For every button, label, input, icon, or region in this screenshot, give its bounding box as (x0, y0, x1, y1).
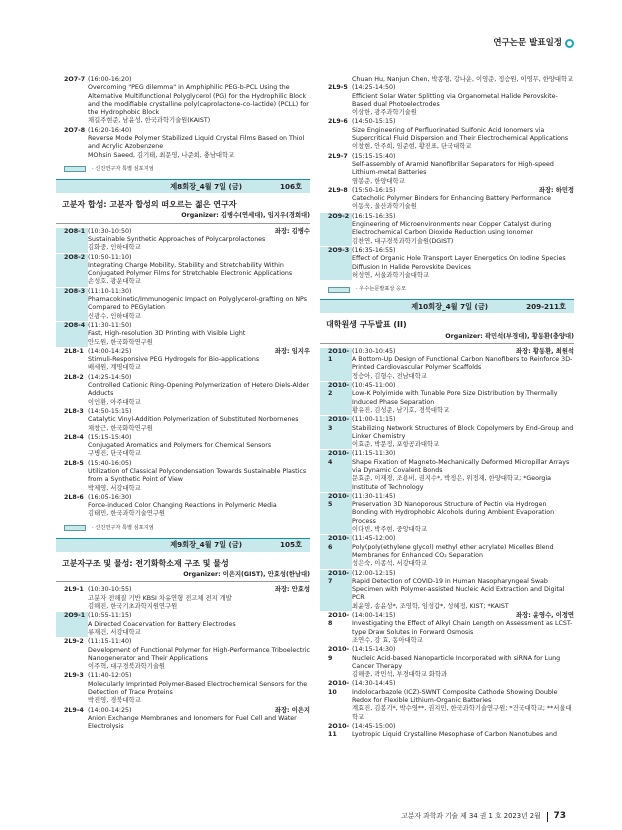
entry-body (352, 382, 574, 415)
schedule-entry (56, 127, 310, 160)
time-row (88, 494, 310, 502)
authors: 정승아, 김형수, 전남대학교 (352, 372, 427, 380)
presentation-title: Phamacokinetic/Immunogenic Impact on Polyglycerol-grafting on NPs Compared to PEGylation (88, 296, 307, 312)
left-column (56, 76, 310, 733)
authors: 황유진, 김성준, 남기호, 경북대학교 (352, 406, 450, 414)
chair: 좌장: 이은지 (274, 706, 310, 714)
schedule-entry (320, 570, 574, 611)
page-number: 73 (553, 811, 566, 821)
time-row (352, 187, 574, 195)
schedule-entry (320, 612, 574, 645)
presentation-title: Fast, High-resolution 3D Printing with Visible Light (88, 330, 246, 338)
entry-body (88, 434, 310, 459)
presentation-code: 2O8-3 (56, 288, 88, 321)
session-room: 209-211호 (526, 301, 566, 311)
presentation-title: Catecholic Polymer Binders for Enhancing Battery Performance (352, 195, 552, 203)
entry-body (352, 416, 574, 449)
entry-body (88, 348, 310, 373)
time-slot: (14:00-14:25) (88, 706, 132, 714)
schedule-entry (320, 84, 574, 117)
chair: 좌장: 하민정 (538, 186, 574, 194)
presentation-code: 2O10-4 (320, 450, 352, 491)
time-slot: (10:45-11:00) (352, 382, 396, 390)
time-slot: (14:30-14:45) (352, 680, 396, 688)
authors: 박제영, 서강대학교 (88, 484, 141, 492)
presentation-title: Low-K Polyimide with Tunable Pore Size Distribution by Thermally Induced Phase Separation (352, 390, 558, 406)
presentation-code: 2L8-3 (64, 407, 84, 415)
presentation-title: Reverse Mode Polymer Stabilized Liquid Crystal Films Based on Thiol and Acrylic Azobenzene (88, 135, 305, 151)
schedule-entry (320, 646, 574, 679)
time-row (352, 723, 574, 731)
chair: 좌장: 윤영수, 이정연 (516, 612, 574, 620)
time-row (352, 153, 574, 161)
entry-body (88, 494, 310, 519)
presentation-title: Overcoming "PEG dilemma" in Amphiphilic PEG-b-PCL Using the Alternative Multifunctional Polyglycerol (PG) for the Hydrophilic Block and the modifiable crystalline poly(caprolactone-co-lactide) (PCLL) for the Hydrophobic Block (88, 84, 309, 117)
presentation-title: Efficient Solar Water Splitting via Organometal Halide Perovskite-Based dual Photoelectrodes (352, 92, 558, 108)
symposium-title: 대학원생 구두발표 (II) (326, 319, 407, 329)
entry-body (88, 127, 310, 160)
session-bar-10 (320, 299, 574, 313)
time-slot: (11:00-11:15) (352, 416, 396, 424)
authors: 김해진, 한국기초과학지원연구원 (88, 603, 178, 611)
presentation-code: 2O10-11 (328, 722, 350, 739)
entry-body (88, 586, 310, 611)
time-row (88, 672, 310, 680)
authors: 계효진, 김봉기*, 박수영**, 권지민, 한국과학기술연구원; *건국대학교; **서울대학교 (352, 705, 572, 721)
time-slot: (15:15-15:40) (352, 152, 396, 160)
time-slot: (14:50-15:15) (352, 118, 396, 126)
time-row (352, 416, 574, 424)
schedule-entry (320, 213, 574, 246)
entry-body (88, 254, 310, 287)
time-slot: (12:00-12:15) (352, 569, 396, 577)
entry-body (352, 84, 574, 117)
time-row (88, 408, 310, 416)
time-slot: (10:30-10:45) (352, 347, 396, 355)
entry-body (88, 374, 310, 407)
entry-body (352, 247, 574, 280)
time-slot: (15:50-16:15) (352, 186, 396, 194)
time-row (352, 535, 574, 543)
authors: 이인환, 아주대학교 (88, 398, 141, 406)
presentation-title: Self-assembly of Aramid Nanofibrillar Separators for High-speed Lithium-metal Batteries (352, 160, 554, 177)
authors: 최윤영, 송윤성*, 조영학, 임성갑*, 성혜정, KIST; *KAIST (352, 602, 509, 610)
page-footer (401, 811, 566, 823)
presentation-code: 2L9-1 (64, 586, 84, 594)
authors: 이주혁, 대구경북과학기술원 (88, 663, 165, 671)
schedule-entry (320, 153, 574, 186)
authors: 배세원, 계명대학교 (88, 364, 141, 372)
schedule-entry (320, 493, 574, 534)
schedule-entry (56, 638, 310, 671)
schedule-entry (56, 374, 310, 407)
schedule-entry (320, 382, 574, 415)
entry-body (352, 187, 574, 212)
time-row (352, 247, 574, 255)
presentation-code: 2L9-4 (64, 706, 84, 714)
presentation-title: A Directed Coacervation for Battery Electrodes (88, 620, 236, 628)
time-slot: (11:30-11:50) (88, 321, 132, 329)
legend-text: · 신진연구자 특별 심포지엄 (92, 524, 154, 531)
legend (64, 166, 310, 173)
entry-body (88, 408, 310, 433)
time-row (88, 76, 310, 84)
presentation-title: Investigating the Effect of Alkyl Chain Length on Assessment as LCST-type Draw Solutes in Forward Osmosis (352, 620, 573, 636)
chair: 좌장: 안효성 (274, 586, 310, 594)
schedule-entry (56, 254, 310, 287)
presentation-title: A Bottom-Up Design of Functional Carbon Nanofibers to Reinforce 3D-Printed Cardiovascular Polymer Scaffolds (352, 356, 573, 372)
entry-body (352, 153, 574, 186)
authors: 김태민, 한국과학기술연구원 (88, 510, 165, 518)
presentation-code: 2O10-7 (320, 570, 352, 611)
legend-text: · 우수논문발표상 응모 (356, 286, 407, 293)
time-slot: (16:35-16:55) (352, 246, 396, 254)
time-slot: (14:25-14:50) (352, 84, 396, 92)
time-row (88, 228, 310, 236)
time-slot: (14:15-14:30) (352, 646, 396, 654)
presentation-title: Molecularly Imprinted Polymer-Based Electrochemical Sensors for the Detection of Trace Proteins (88, 680, 308, 697)
presentation-code: 2O10-1 (320, 348, 352, 381)
footer-divider (547, 812, 548, 822)
entry-body (352, 570, 574, 611)
time-row (352, 84, 574, 92)
time-row (352, 680, 574, 688)
entry-body (352, 646, 574, 679)
time-row (88, 322, 310, 330)
presentation-code: 2L8-5 (64, 459, 84, 467)
time-slot: (11:45-12:00) (352, 535, 396, 543)
schedule-entry (56, 408, 310, 433)
schedule-entry (56, 288, 310, 321)
presentation-title: Sustainable Synthetic Approaches of Polycarprolactones (88, 235, 266, 243)
presentation-code: 2O7-8 (64, 126, 86, 134)
presentation-code: 2L8-4 (64, 433, 84, 441)
presentation-code: 2O8-2 (56, 254, 88, 287)
time-row (88, 348, 310, 356)
presentation-title: 고분자 전해질 기반 KBSI 차유연형 전고체 전지 개발 (88, 594, 232, 602)
presentation-code: 2O9-2 (320, 213, 352, 246)
time-row (88, 707, 310, 715)
presentation-code: 2O8-1 (56, 228, 88, 253)
time-row (352, 348, 574, 356)
right-column (320, 76, 574, 740)
entry-body (352, 535, 574, 568)
authors: 염봉준, 한양대학교 (352, 177, 405, 185)
presentation-code: 2L9-2 (64, 638, 84, 646)
time-slot: (10:30-10:55) (88, 586, 132, 594)
time-row (88, 586, 310, 594)
time-slot: (14:50-15:15) (88, 407, 132, 415)
authors: 허성연, 서울과학기술대학교 (352, 271, 429, 279)
time-row (88, 638, 310, 646)
authors: 이효준, 박문정, 포항공과대학교 (352, 441, 440, 449)
presentation-code: 2O10-6 (320, 535, 352, 568)
schedule-entry (320, 118, 574, 151)
presentation-code: 2O8-4 (56, 322, 88, 347)
entry-body (88, 228, 310, 253)
session-room: 105호 (280, 540, 302, 550)
schedule-entry (320, 416, 574, 449)
header-circle-icon (565, 39, 574, 48)
authors: 이동욱, 울산과학기술원 (352, 203, 417, 211)
continued-authors: Chuan Hu, Nanjun Chen, 박종형, 강나운, 이영준, 정승원, 이영무, 한양대학교 (352, 76, 574, 83)
presentation-title: Stabilizing Network Structures of Block Copolymers by End-Group and Linker Chemistry (352, 424, 574, 440)
presentation-code: 2L9-5 (328, 84, 348, 92)
entry-body (88, 322, 310, 347)
authors: MOhsin Saeed, 김기태, 최문영, 나준희, 충남대학교 (88, 151, 235, 159)
chair: 좌장: 김병수 (274, 227, 310, 235)
presentation-title: Utilization of Classical Polycondensation Towards Sustainable Plastics from a Synthetic Point of View (88, 467, 307, 484)
journal-info: 고분자 과학과 기술 제 34 권 1 호 2023년 2월 (401, 812, 541, 821)
time-row (352, 612, 574, 620)
schedule-entry (56, 322, 310, 347)
presentation-code: 2O10-2 (320, 382, 352, 415)
schedule-entry (56, 672, 310, 705)
authors: 안도원, 한국화학연구원 (88, 338, 153, 346)
session-bar-8 (56, 179, 310, 193)
time-row (352, 493, 574, 501)
presentation-title: Lyotropic Liquid Crystalline Mesophase of Carbon Nanotubes and (352, 731, 557, 739)
presentation-title: Nucleic Acid-based Nanoparticle Incorporated with siRNA for Lung Cancer Therapy (352, 654, 561, 670)
presentation-code: 2O9-1 (56, 612, 88, 637)
legend (64, 525, 310, 532)
entry-body (352, 118, 574, 151)
time-row (88, 374, 310, 382)
entry-body (88, 707, 310, 732)
authors: 채창근, 한국화학연구원 (88, 424, 153, 432)
time-slot: (11:40-12:05) (88, 672, 132, 680)
presentation-title: Size Engineering of Perfluorinated Sulfonic Acid Ionomers via Supercritical Fluid Dispersion and Their Electrochemical Applications (352, 126, 569, 143)
presentation-title: Shape Fixation of Magneto-Mechanically Deformed Micropillar Arrays via Dynamic Covalent Bonds (352, 458, 570, 474)
authors: 김해중, 곽민석, 부경대학교 화학과 (352, 671, 448, 679)
authors: 김화중, 인하대학교 (88, 244, 141, 252)
session-name: 제9회장_4월 7일 (금) (170, 540, 243, 550)
schedule-entry (320, 450, 574, 491)
authors: 문효준, 이재경, 조용비, 권지수*, 박정은, 위정재, 한양대학교; *Georgia Institute of Technology (352, 475, 552, 491)
entry-body (88, 76, 310, 126)
time-slot: (14:45-15:00) (352, 722, 396, 730)
authors: 손성호, 광운대학교 (88, 278, 141, 286)
presentation-title: Integrating Charge Mobility, Stability and Stretchability Within Conjugated Polymer Films for Stretchable Electronic Applications (88, 261, 293, 278)
time-row (352, 118, 574, 126)
presentation-code: 2O10-5 (320, 493, 352, 534)
schedule-entry (320, 723, 574, 740)
authors: 박진영, 경북대학교 (88, 697, 141, 705)
authors: 이창현, 안주희, 임준현, 황진표, 단국대학교 (352, 143, 472, 151)
time-row (88, 612, 310, 620)
presentation-title: Rapid Detection of COVID-19 in Human Nasopharyngeal Swab Specimen with Polymer-assisted Nucleic Acid Extraction and Digital PCR (352, 577, 565, 602)
time-row (352, 646, 574, 654)
authors: 김찬연, 대구경북과학기술원(DGIST) (352, 237, 454, 245)
presentation-code: 2O10-3 (320, 416, 352, 449)
schedule-entry (320, 187, 574, 212)
authors: 성은숙, 이종석, 서강대학교 (352, 560, 427, 568)
presentation-code: 2L9-8 (328, 186, 348, 194)
time-row (352, 450, 574, 458)
time-row (88, 288, 310, 296)
time-slot: (14:25-14:50) (88, 373, 132, 381)
time-slot: (10:55-11:15) (88, 612, 132, 620)
chair: 좌장: 황동환, 최원석 (516, 347, 574, 355)
legend-swatch (328, 287, 350, 293)
time-slot: (11:15-11:30) (352, 450, 396, 458)
authors: 채길주현준, 남윤성, 한국과학기술원(KAIST) (88, 117, 211, 125)
entry-body (88, 672, 310, 705)
entry-body (352, 450, 574, 491)
presentation-title: Engineering of Microenvironments near Copper Catalyst during Electrochemical Carbon Dioxide Reduction using Ionomer (352, 221, 552, 237)
presentation-code: 2L9-6 (328, 118, 348, 126)
time-row (88, 127, 310, 135)
time-row (352, 213, 574, 221)
schedule-entry (56, 348, 310, 373)
session-bar-9 (56, 538, 310, 552)
schedule-entry (320, 348, 574, 381)
presentation-code: 2O10-8 (328, 612, 350, 628)
legend-text: · 신진연구자 특별 심포지엄 (92, 165, 154, 172)
chair: 좌장: 임지우 (274, 347, 310, 355)
presentation-title: Conjugated Aromatics and Polymers for Chemical Sensors (88, 442, 272, 450)
schedule-entry (320, 535, 574, 568)
schedule-entry (56, 494, 310, 519)
time-row (88, 254, 310, 262)
authors: 신광수, 인하대학교 (88, 312, 141, 320)
organizer: Organizer: 곽민석(부경대), 황동환(충양대) (320, 333, 574, 344)
time-slot: (16:05-16:30) (88, 493, 132, 501)
entry-body (352, 680, 574, 721)
schedule-entry (56, 586, 310, 611)
presentation-code: 2L8-6 (64, 493, 84, 501)
presentation-code: 2O10-9 (328, 646, 350, 662)
session-name: 제8회장_4월 7일 (금) (170, 181, 243, 191)
schedule-entry (56, 228, 310, 253)
schedule-entry (56, 707, 310, 732)
entry-body (88, 460, 310, 493)
schedule-entry (56, 612, 310, 637)
presentation-code: 2L8-1 (64, 347, 84, 355)
authors: 류재건, 서강대학교 (88, 628, 141, 636)
time-slot: (15:40-16:05) (88, 459, 132, 467)
presentation-title: Poly(poly(ethylene glycol) methyl ether acrylate) Micelles Blend Membranes for Enhanced CO₂ Separation (352, 543, 554, 559)
legend-swatch (64, 525, 86, 531)
session-room: 106호 (280, 181, 302, 191)
entry-body (352, 493, 574, 534)
authors: 조연수, 강 효, 동아대학교 (352, 636, 423, 644)
organizer: Organizer: 김병수(연세대), 임지우(경희대) (56, 212, 310, 223)
entry-body (352, 612, 574, 645)
time-slot: (15:15-15:40) (88, 433, 132, 441)
time-slot: (11:10-11:30) (88, 287, 132, 295)
time-slot: (16:20-16:40) (88, 126, 132, 134)
time-slot: (11:30-11:45) (352, 492, 396, 500)
entry-body (352, 723, 574, 740)
time-slot: (11:15-11:40) (88, 638, 132, 646)
schedule-entry (320, 247, 574, 280)
time-slot: (10:50-11:10) (88, 253, 132, 261)
authors: 이다빈, 박주현, 중앙대학교 (352, 526, 427, 534)
schedule-entry (56, 434, 310, 459)
legend (328, 286, 574, 293)
presentation-title: Stimuli-Responsive PEG Hydrogels for Bio-applications (88, 356, 260, 364)
time-row (88, 434, 310, 442)
presentation-title: Catalytic Vinyl-Addition Polymerization of Substituted Norbornenes (88, 416, 299, 424)
presentation-title: Force-induced Color Changing Reactions in Polymeric Media (88, 502, 277, 510)
presentation-title: Development of Functional Polymer for High-Performance Triboelectric Nanogenerator and Their Applications (88, 646, 311, 662)
schedule-entry (320, 680, 574, 721)
presentation-title: Effect of Organic Hole Transport Layer Energetics On Iodine Species Diffusion In Halide Perovskite Devices (352, 255, 566, 271)
entry-body (88, 638, 310, 671)
presentation-title: Preservation 3D Nanoporous Structure of Pectin via Hydrogen Bonding with Hydrophobic Alcohols during Ambient Evaporation Process (352, 501, 555, 525)
presentation-code: 2L8-2 (64, 373, 84, 381)
symposium-title: 고분자구조 및 물성: 전기화학소재 구조 및 물성 (62, 558, 229, 568)
organizer: Organizer: 이은지(GIST), 안효성(한남대) (56, 571, 310, 582)
time-slot: (10:30-10:50) (88, 227, 132, 235)
presentation-code: 2O9-3 (320, 247, 352, 280)
legend-swatch (64, 166, 86, 172)
session-name: 제10회장_4월 7일 (금) (411, 301, 489, 311)
time-row (88, 460, 310, 468)
presentation-code: 2L9-7 (328, 152, 348, 160)
entry-body (88, 612, 310, 637)
time-slot: (16:15-16:35) (352, 212, 396, 220)
authors: 이상한, 광주과학기술원 (352, 109, 417, 117)
presentation-code: 2O10-10 (328, 680, 350, 696)
time-slot: (14:00-14:15) (352, 612, 396, 620)
presentation-title: Anion Exchange Membranes and Ionomers for Fuel Cell and Water Electrolysis (88, 714, 297, 731)
schedule-entry (56, 76, 310, 126)
presentation-code: 2L9-3 (64, 672, 84, 680)
presentation-title: Indolocarbazole (ICZ)-SWNT Composite Cathode Showing Double Redox for Flexible Lithium-Organic Batteries (352, 688, 558, 704)
time-row (352, 570, 574, 578)
schedule-entry (56, 460, 310, 493)
entry-body (88, 288, 310, 321)
time-slot: (16:00-16:20) (88, 76, 132, 83)
presentation-code: 2O7-7 (64, 76, 86, 83)
presentation-title: Controlled Cationic Ring-Opening Polymerization of Hetero Diels-Alder Adducts (88, 382, 309, 398)
time-row (352, 382, 574, 390)
time-slot: (14:00-14:25) (88, 347, 132, 355)
authors: 구병진, 단국대학교 (88, 450, 141, 458)
page-header-title: 연구논문 발표일정 (493, 38, 562, 48)
entry-body (352, 348, 574, 381)
entry-body (352, 213, 574, 246)
symposium-title: 고분자 합성: 고분자 합성의 떠오르는 젊은 연구자 (62, 199, 237, 209)
